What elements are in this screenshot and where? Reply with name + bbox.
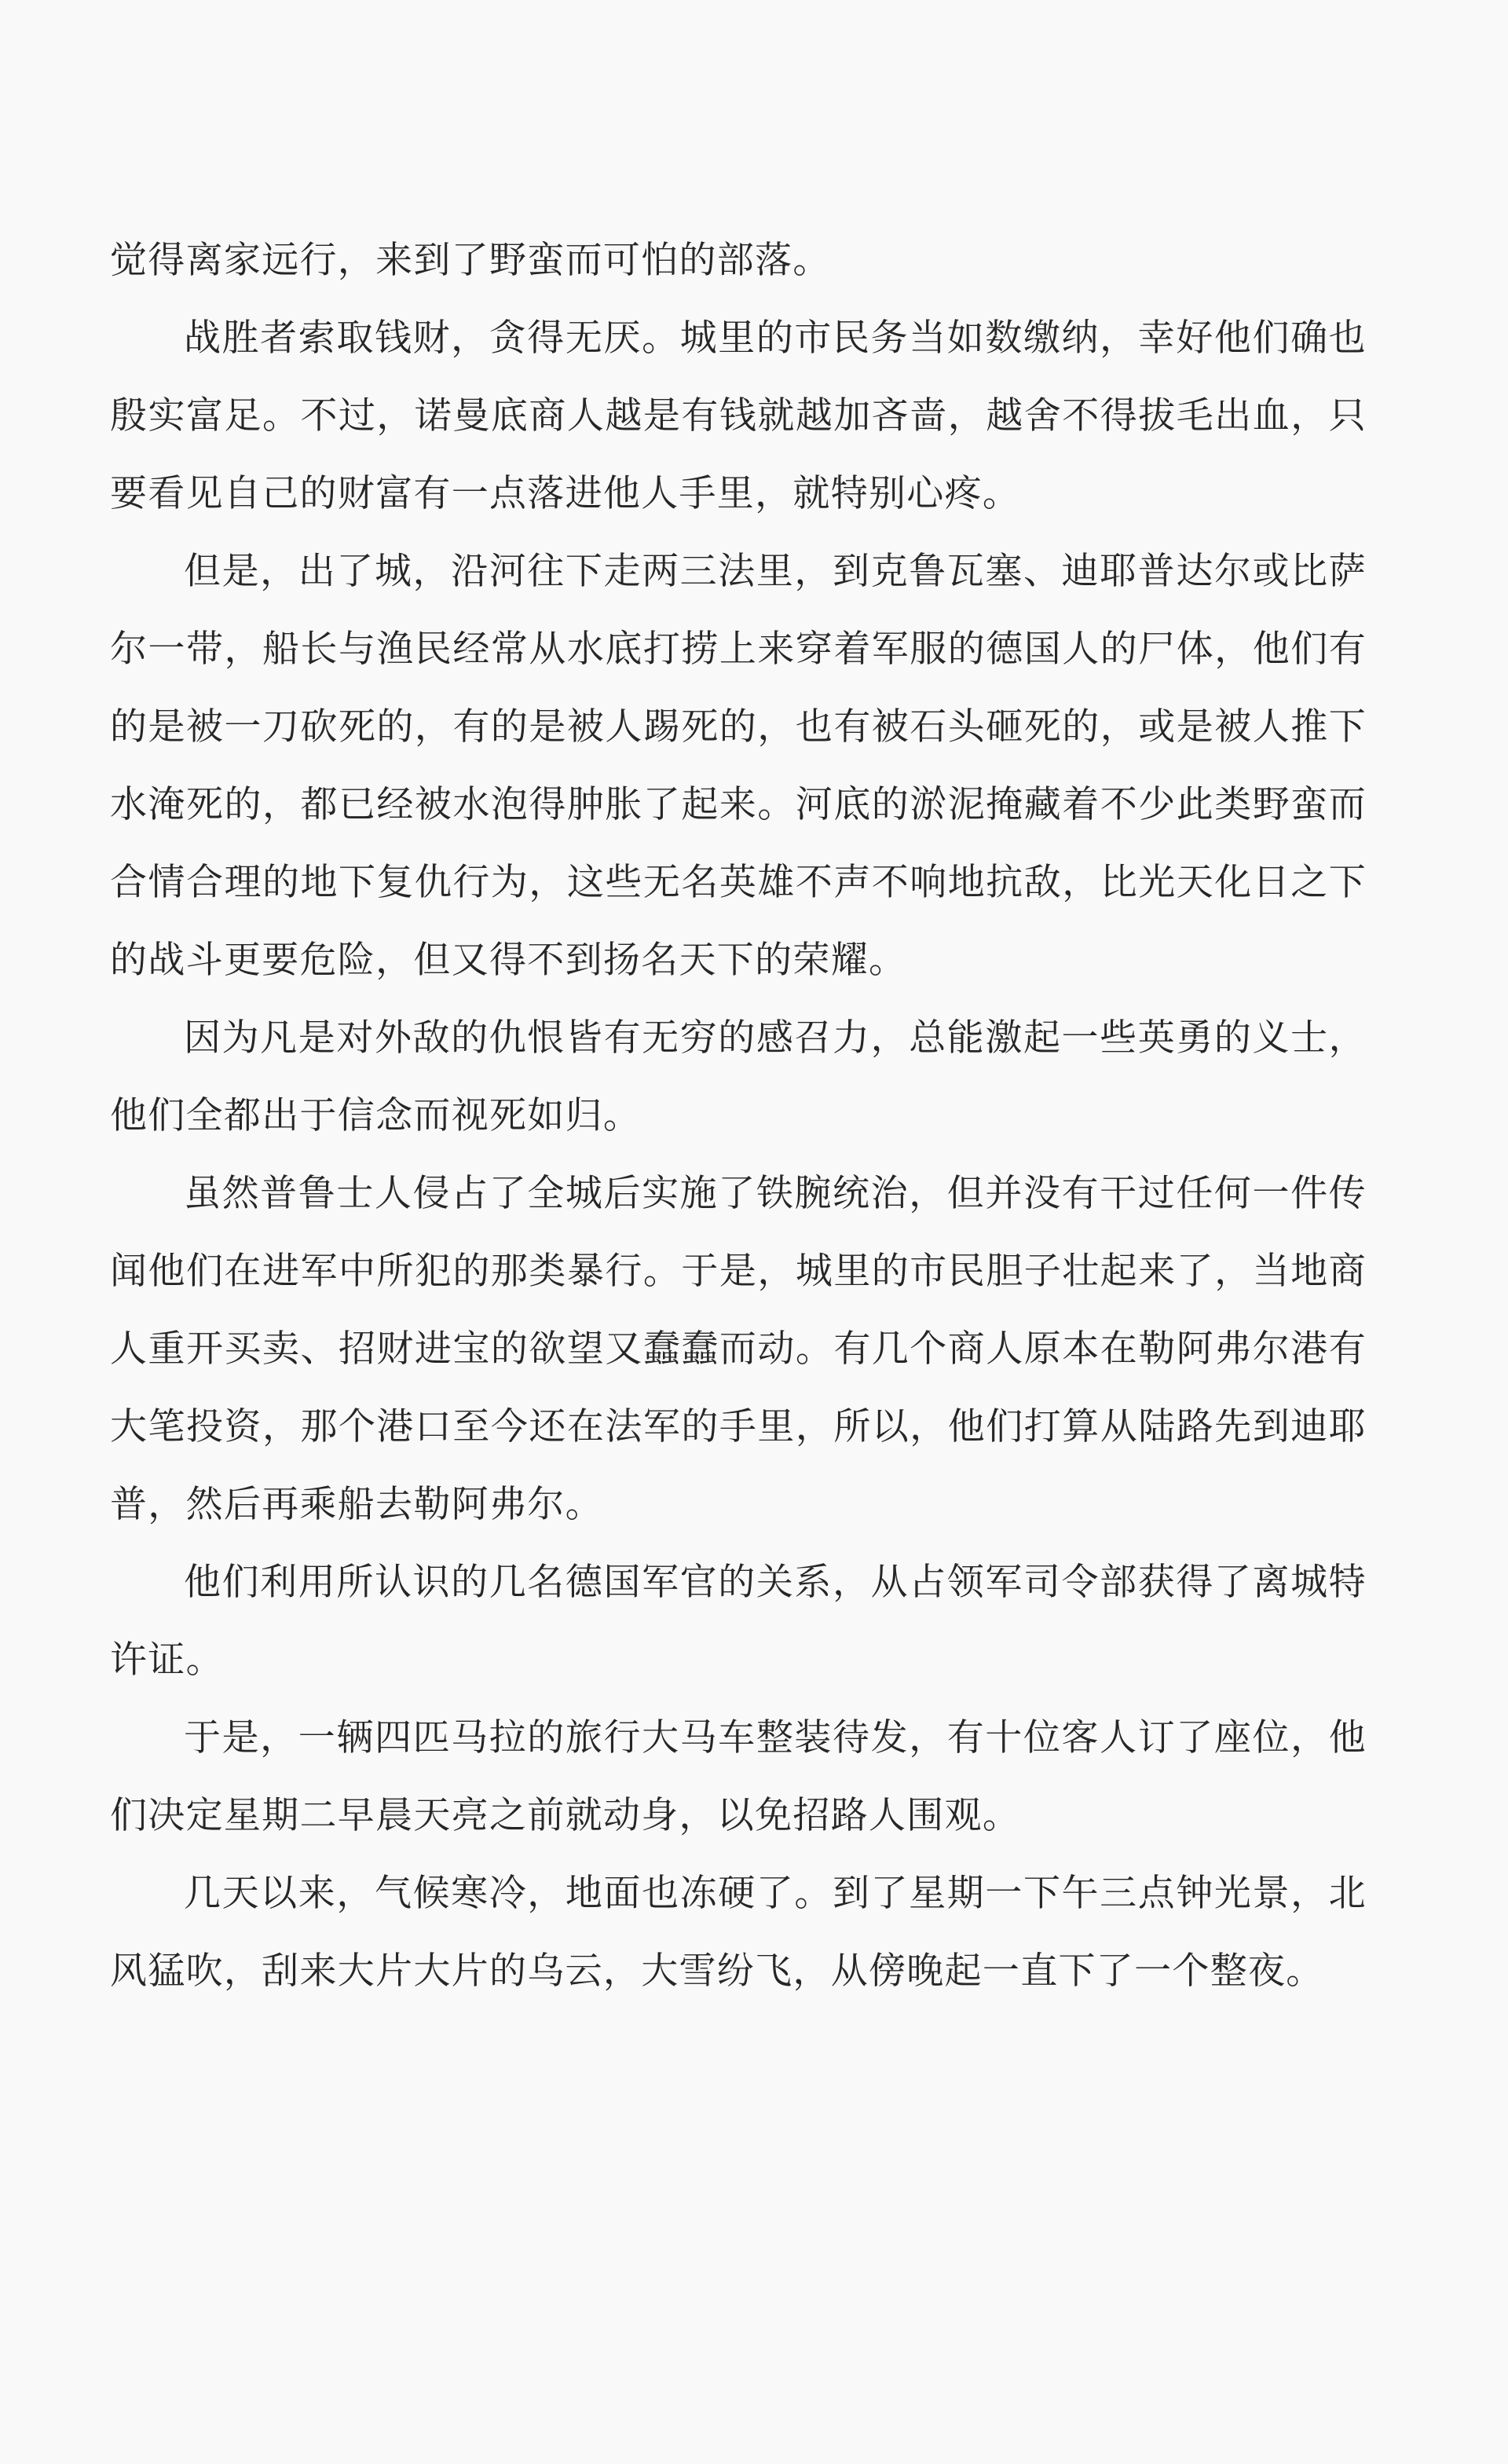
paragraph: 他们利用所认识的几名德国军官的关系，从占领军司令部获得了离城特许证。 — [110, 1561, 1367, 1682]
paragraph: 几天以来，气候寒冷，地面也冻硬了。到了星期一下午三点钟光景，北风猛吹，刮来大片大片的乌云，大雪纷飞，从傍晚起一直下了一个整夜。 — [110, 1872, 1367, 1993]
document-page — [110, 222, 1367, 2010]
paragraph: 战胜者索取钱财，贪得无厌。城里的市民务当如数缴纳，幸好他们确也殷实富足。不过，诺曼底商人越是有钱就越加吝啬，越舍不得拔毛出血，只要看见自己的财富有一点落进他人手里，就特别心疼。 — [110, 317, 1367, 515]
paragraph: 但是，出了城，沿河往下走两三法里，到克鲁瓦塞、迪耶普达尔或比萨尔一带，船长与渔民经常从水底打捞上来穿着军服的德国人的尸体，他们有的是被一刀砍死的，有的是被人踢死的，也有被石头砸死的，或是被人推下水淹死的，都已经被水泡得肿胀了起来。河底的淤泥掩藏着不少此类野蛮而合情合理的地下复仇行为，这些无名英雄不声不响地抗敌，比光天化日之下的战斗更要危险，但又得不到扬名天下的荣耀。 — [110, 550, 1367, 982]
paragraph-continuation: 觉得离家远行，来到了野蛮而可怕的部落。 — [110, 239, 831, 282]
paragraph: 虽然普鲁士人侵占了全城后实施了铁腕统治，但并没有干过任何一件传闻他们在进军中所犯的那类暴行。于是，城里的市民胆子壮起来了，当地商人重开买卖、招财进宝的欲望又蠢蠢而动。有几个商人原本在勒阿弗尔港有大笔投资，那个港口至今还在法军的手里，所以，他们打算从陆路先到迪耶普，然后再乘船去勒阿弗尔。 — [110, 1172, 1367, 1526]
paragraph: 因为凡是对外敌的仇恨皆有无穷的感召力，总能激起一些英勇的义士，他们全都出于信念而视死如归。 — [110, 1016, 1367, 1137]
paragraph: 于是，一辆四匹马拉的旅行大马车整装待发，有十位客人订了座位，他们决定星期二早晨天亮之前就动身，以免招路人围观。 — [110, 1716, 1367, 1837]
